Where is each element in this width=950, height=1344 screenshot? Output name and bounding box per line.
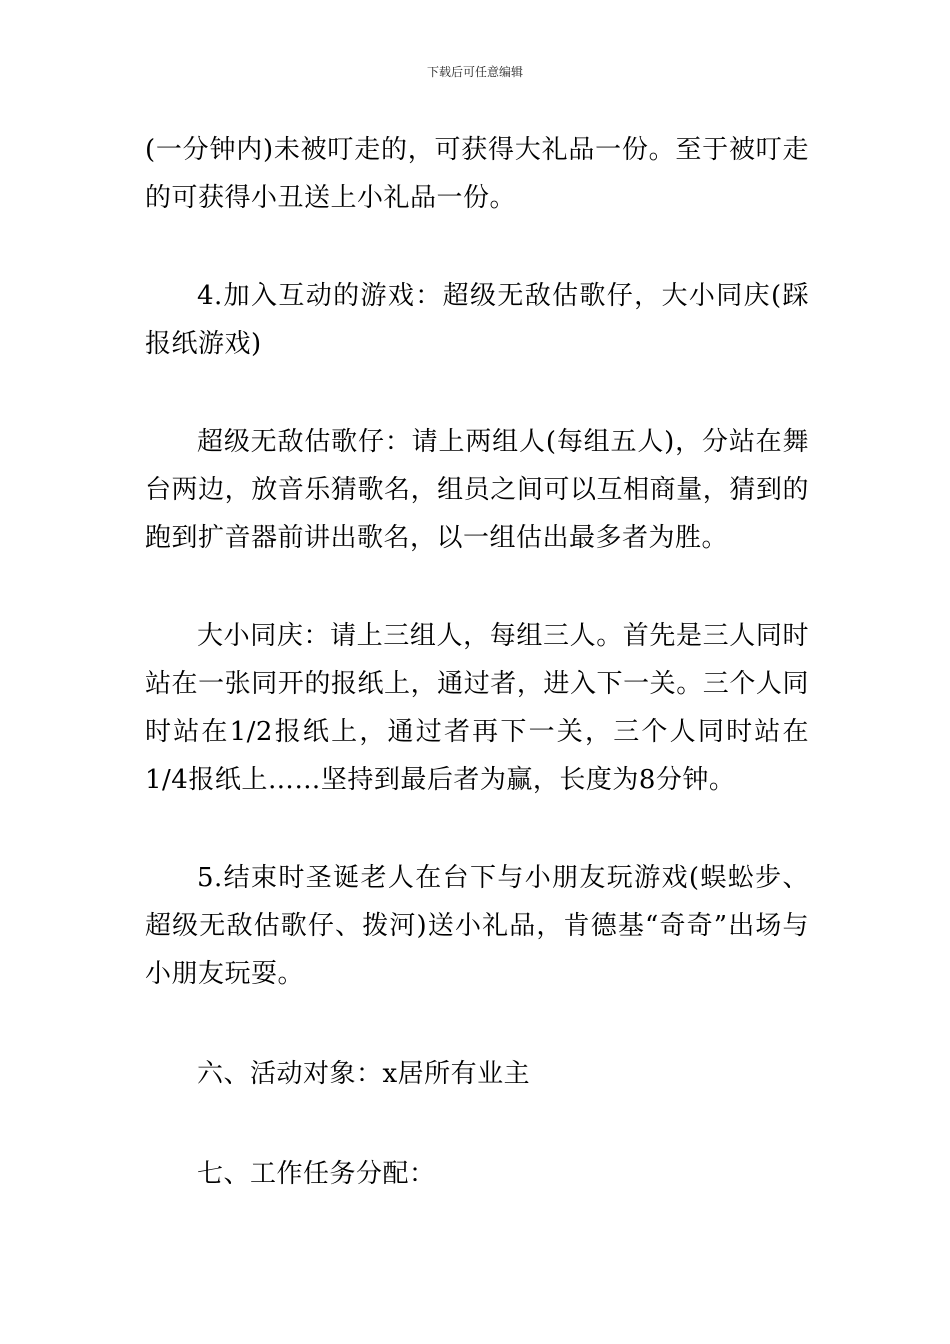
paragraph-newspaper-game: 大小同庆：请上三组人，每组三人。首先是三人同时站在一张同开的报纸上，通过者，进入下一关。三个人同时站在1/2报纸上，通过者再下一关，三个人同时站在1/4报纸上……坚持到最后者为赢，长度为8分钟。 [145, 621, 809, 795]
section-heading-participants: 六、活动对象：x居所有业主 [197, 1059, 531, 1089]
paragraph-santa-closing: 5.结束时圣诞老人在台下与小朋友玩游戏(蜈蚣步、超级无敌估歌仔、拨河)送小礼品，肯德基“奇奇”出场与小朋友玩耍。 [145, 863, 809, 989]
section-heading-task-assignment: 七、工作任务分配： [197, 1159, 436, 1189]
paragraph-interactive-games: 4.加入互动的游戏：超级无敌估歌仔，大小同庆(踩报纸游戏) [145, 281, 809, 359]
page-header: 下载后可任意编辑 [426, 65, 523, 79]
paragraph-prize-rule: (一分钟内)未被叮走的，可获得大礼品一份。至于被叮走的可获得小丑送上小礼品一份。 [145, 135, 809, 213]
document-body [145, 126, 809, 1198]
paragraph-guess-song-game: 超级无敌估歌仔：请上两组人(每组五人)，分站在舞台两边，放音乐猜歌名，组员之间可以互相商量，猜到的跑到扩音器前讲出歌名，以一组估出最多者为胜。 [145, 427, 809, 553]
